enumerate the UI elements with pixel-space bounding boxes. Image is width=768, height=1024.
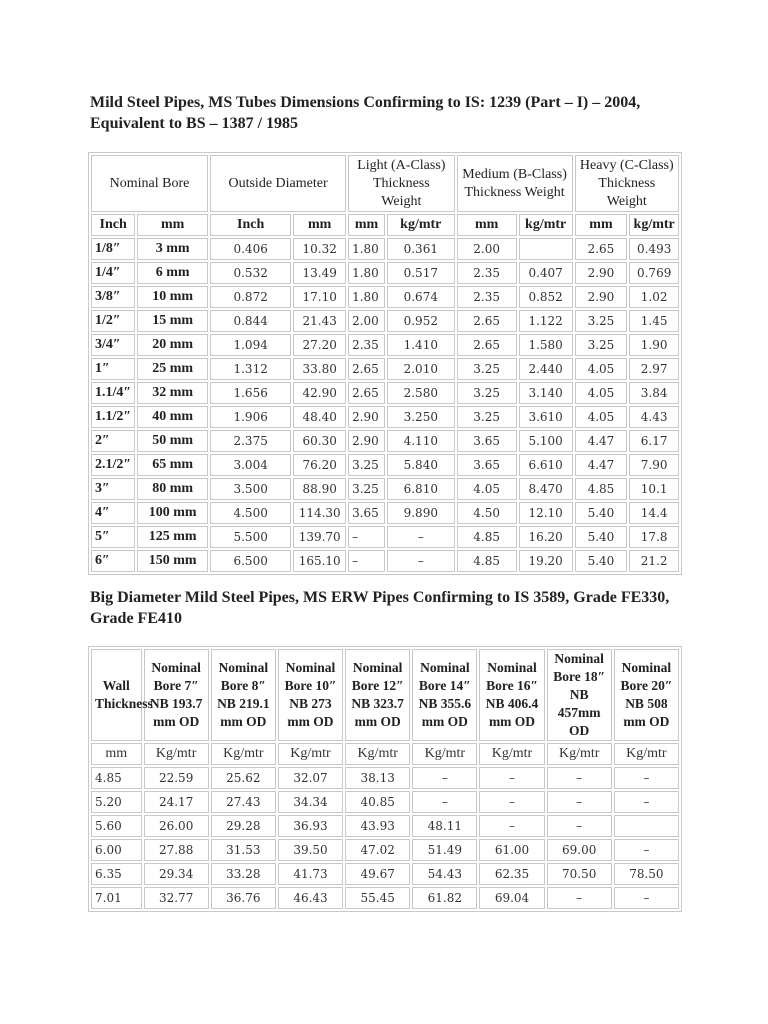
header-nominal-bore: Nominal Bore 20″ NB 508 mm OD [614,649,679,741]
table-cell: 1.80 [348,262,385,284]
table-cell: 4.05 [457,478,517,500]
table-cell: 0.952 [387,310,455,332]
table-cell: 24.17 [144,791,209,813]
subheader-cell: kg/mtr [387,214,455,236]
table-cell: 42.90 [293,382,346,404]
table-cell: 2.90 [575,262,628,284]
table-cell: 6.810 [387,478,455,500]
table-cell: – [387,550,455,572]
table-cell: 17.8 [629,526,679,548]
table-cell [614,815,679,837]
table-cell: 3.25 [575,310,628,332]
header-nominal-bore: Nominal Bore 10″ NB 273 mm OD [278,649,343,741]
table-cell: 2.35 [457,286,517,308]
table-cell: 10 mm [137,286,208,308]
table-cell: 1/8″ [91,238,135,260]
table-cell: 3.25 [348,454,385,476]
table-row [91,767,679,789]
unit-cell: Kg/mtr [144,743,209,765]
table-cell: 2.580 [387,382,455,404]
table-cell: 1.094 [210,334,291,356]
table-cell: 4.85 [91,767,142,789]
table-cell: 100 mm [137,502,208,524]
table-cell: 5.100 [519,430,573,452]
table-cell: 3.610 [519,406,573,428]
table-cell: 5.20 [91,791,142,813]
table-cell: 2.35 [348,334,385,356]
table-cell: 1.90 [629,334,679,356]
table-cell: – [547,767,612,789]
table-cell: 49.67 [345,863,410,885]
table-cell: 61.00 [479,839,544,861]
table-cell: 2.35 [457,262,517,284]
subheader-cell: Inch [210,214,291,236]
ms-pipe-dimensions-table [88,152,682,575]
table-cell: 4.50 [457,502,517,524]
table1-heading: Mild Steel Pipes, MS Tubes Dimensions Confirming to IS: 1239 (Part – I) – 2004, Equivalent to BS – 1387 / 1985 [90,94,641,132]
table-cell: 17.10 [293,286,346,308]
table-cell: – [614,839,679,861]
group-header-nominal-bore: Nominal Bore [91,155,208,212]
table-row [91,502,679,524]
table-cell: 4.47 [575,430,628,452]
unit-cell: Kg/mtr [412,743,477,765]
table-row [91,454,679,476]
unit-cell: mm [91,743,142,765]
table-cell: 3.25 [457,406,517,428]
table-cell: 19.20 [519,550,573,572]
table-cell: 4.47 [575,454,628,476]
table-cell: 2.65 [348,382,385,404]
table-cell: 5.500 [210,526,291,548]
table-cell: 4.05 [575,382,628,404]
table-cell: 6.610 [519,454,573,476]
table-cell: 6.500 [210,550,291,572]
table-cell: 2.90 [575,286,628,308]
table-cell: 1.906 [210,406,291,428]
table-cell: – [614,791,679,813]
subheader-cell: mm [348,214,385,236]
table-cell: 165.10 [293,550,346,572]
header-wall-thickness: Wall Thickness [91,649,142,741]
table-cell: 5″ [91,526,135,548]
table2-body [91,767,679,909]
table-cell: 5.840 [387,454,455,476]
table-cell: 1.656 [210,382,291,404]
table-cell: 1.45 [629,310,679,332]
table-cell: – [479,767,544,789]
table-row [91,262,679,284]
table-cell: 1.122 [519,310,573,332]
table-cell: 2.90 [348,430,385,452]
table-cell: 4.05 [575,406,628,428]
table-cell: 0.674 [387,286,455,308]
table-cell: 3.140 [519,382,573,404]
big-diameter-pipe-table [88,646,682,912]
group-header-light-class: Light (A-Class) Thickness Weight [348,155,454,212]
subheader-cell: kg/mtr [629,214,679,236]
table-cell: 20 mm [137,334,208,356]
table-cell: – [348,550,385,572]
unit-cell: Kg/mtr [614,743,679,765]
table-cell: 0.872 [210,286,291,308]
table-cell: 1.80 [348,286,385,308]
table-cell: 14.4 [629,502,679,524]
table-cell: 3 mm [137,238,208,260]
table-cell: 65 mm [137,454,208,476]
table-cell: – [547,815,612,837]
table-cell: 29.28 [211,815,276,837]
table-cell: 1″ [91,358,135,380]
table-cell: 1/2″ [91,310,135,332]
table-row [91,478,679,500]
table-cell: 12.10 [519,502,573,524]
table-cell: 125 mm [137,526,208,548]
table-cell: 16.20 [519,526,573,548]
header-nominal-bore: Nominal Bore 12″ NB 323.7 mm OD [345,649,410,741]
table2-header-row [91,649,679,741]
table-cell: 3/8″ [91,286,135,308]
unit-cell: Kg/mtr [479,743,544,765]
table-row [91,550,679,572]
table-cell: 7.90 [629,454,679,476]
table-cell: 2.00 [348,310,385,332]
table-cell: – [348,526,385,548]
table-cell: – [412,791,477,813]
table-cell: 27.43 [211,791,276,813]
table-cell: 21.43 [293,310,346,332]
table-cell: 10.1 [629,478,679,500]
table-cell: 25 mm [137,358,208,380]
table-cell: 48.40 [293,406,346,428]
header-nominal-bore: Nominal Bore 8″ NB 219.1 mm OD [211,649,276,741]
table-cell: 32 mm [137,382,208,404]
table-row [91,406,679,428]
table-cell: 5.60 [91,815,142,837]
table-cell: 2.1/2″ [91,454,135,476]
subheader-cell: mm [575,214,628,236]
table-cell: 1.580 [519,334,573,356]
table-cell: – [479,815,544,837]
table-cell: 3/4″ [91,334,135,356]
group-header-heavy-class: Heavy (C-Class) Thickness Weight [575,155,679,212]
table-row [91,310,679,332]
table-cell: 2.90 [348,406,385,428]
table-cell: 5.40 [575,526,628,548]
table-cell: 6.35 [91,863,142,885]
table-cell: 7.01 [91,887,142,909]
table-cell: 41.73 [278,863,343,885]
table-cell: 3.25 [457,382,517,404]
table-cell: 2″ [91,430,135,452]
table-cell: 1.02 [629,286,679,308]
table-cell: 76.20 [293,454,346,476]
table-cell: 29.34 [144,863,209,885]
table-cell: 47.02 [345,839,410,861]
table-cell: 40.85 [345,791,410,813]
header-nominal-bore: Nominal Bore 18″ NB 457mm OD [547,649,612,741]
table-cell: 33.28 [211,863,276,885]
table-cell: 54.43 [412,863,477,885]
table-cell: 4.43 [629,406,679,428]
table-cell: – [412,767,477,789]
table-cell: 50 mm [137,430,208,452]
table-row [91,791,679,813]
subheader-cell: Inch [91,214,135,236]
table-cell: – [614,767,679,789]
table-cell: 2.65 [457,310,517,332]
table-cell: 36.93 [278,815,343,837]
table-row [91,887,679,909]
table-row [91,863,679,885]
table-cell: 1/4″ [91,262,135,284]
table-cell: 0.852 [519,286,573,308]
table-cell: 114.30 [293,502,346,524]
table-cell: 1.1/4″ [91,382,135,404]
table-cell: 5.40 [575,502,628,524]
table2-heading: Big Diameter Mild Steel Pipes, MS ERW Pipes Confirming to IS 3589, Grade FE330, Grade FE410 [90,589,670,627]
table-cell: 27.88 [144,839,209,861]
table-cell: 3.65 [457,454,517,476]
table-cell: 32.07 [278,767,343,789]
table-cell: 3″ [91,478,135,500]
table-cell: 8.470 [519,478,573,500]
table-cell: 69.00 [547,839,612,861]
header-nominal-bore: Nominal Bore 14″ NB 355.6 mm OD [412,649,477,741]
group-header-medium-class: Medium (B-Class) Thickness Weight [457,155,573,212]
table-cell: 36.76 [211,887,276,909]
table-row [91,238,679,260]
table-cell: 40 mm [137,406,208,428]
table-cell: 5.40 [575,550,628,572]
table1-subheader-row [91,214,679,236]
table-row [91,839,679,861]
table-cell: 60.30 [293,430,346,452]
table-cell: 34.34 [278,791,343,813]
table-cell: 6.17 [629,430,679,452]
table-cell: 3.25 [575,334,628,356]
table-cell: 69.04 [479,887,544,909]
table-cell: 43.93 [345,815,410,837]
table-cell: 4.500 [210,502,291,524]
table-row [91,815,679,837]
table-cell: 31.53 [211,839,276,861]
table-cell: – [479,791,544,813]
table-cell: 1.1/2″ [91,406,135,428]
table-cell: 3.65 [348,502,385,524]
unit-cell: Kg/mtr [547,743,612,765]
table-cell: 4.05 [575,358,628,380]
table-cell: 2.65 [575,238,628,260]
table-cell: 6.00 [91,839,142,861]
table-row [91,286,679,308]
table-cell: 0.407 [519,262,573,284]
table-cell: 0.844 [210,310,291,332]
table-cell: 2.65 [457,334,517,356]
table-cell: 13.49 [293,262,346,284]
header-nominal-bore: Nominal Bore 16″ NB 406.4 mm OD [479,649,544,741]
subheader-cell: kg/mtr [519,214,573,236]
table-cell: 3.25 [348,478,385,500]
table-cell: 0.769 [629,262,679,284]
table-cell: 2.65 [348,358,385,380]
table-cell: 70.50 [547,863,612,885]
table-cell: 55.45 [345,887,410,909]
table-cell: 0.532 [210,262,291,284]
table-row [91,526,679,548]
group-header-outside-diameter: Outside Diameter [210,155,346,212]
table-cell: 150 mm [137,550,208,572]
table-cell: 61.82 [412,887,477,909]
unit-cell: Kg/mtr [211,743,276,765]
table-cell: 38.13 [345,767,410,789]
table-cell: 78.50 [614,863,679,885]
table-cell: – [614,887,679,909]
unit-cell: Kg/mtr [278,743,343,765]
subheader-cell: mm [137,214,208,236]
table-cell: 2.00 [457,238,517,260]
table-cell: 51.49 [412,839,477,861]
table-cell: 4.85 [457,526,517,548]
subheader-cell: mm [293,214,346,236]
table-cell: 48.11 [412,815,477,837]
table1-body [91,238,679,572]
table-cell: 4″ [91,502,135,524]
table-cell: – [547,887,612,909]
table-cell: 0.406 [210,238,291,260]
table2-units-row [91,743,679,765]
table-cell: 3.65 [457,430,517,452]
table-row [91,334,679,356]
table-cell: 3.250 [387,406,455,428]
table-cell: – [547,791,612,813]
table-cell: 3.004 [210,454,291,476]
table-cell: 4.110 [387,430,455,452]
table-cell: 6″ [91,550,135,572]
table-cell: 39.50 [278,839,343,861]
table-cell: 2.440 [519,358,573,380]
table-cell: 4.85 [575,478,628,500]
table-row [91,430,679,452]
table-cell: 0.361 [387,238,455,260]
table-cell: 32.77 [144,887,209,909]
header-nominal-bore: Nominal Bore 7″ NB 193.7 mm OD [144,649,209,741]
table-cell: 80 mm [137,478,208,500]
unit-cell: Kg/mtr [345,743,410,765]
table-cell: 1.80 [348,238,385,260]
table-cell: 3.25 [457,358,517,380]
table-cell: 0.493 [629,238,679,260]
table-cell: 139.70 [293,526,346,548]
table-cell: 62.35 [479,863,544,885]
table-cell: 1.410 [387,334,455,356]
table-cell: 26.00 [144,815,209,837]
subheader-cell: mm [457,214,517,236]
table-cell: 2.97 [629,358,679,380]
table-cell: 27.20 [293,334,346,356]
table-cell: 6 mm [137,262,208,284]
table-cell: 15 mm [137,310,208,332]
table-cell: 46.43 [278,887,343,909]
table-cell: 10.32 [293,238,346,260]
table-cell: 88.90 [293,478,346,500]
table-row [91,358,679,380]
table-cell: 33.80 [293,358,346,380]
table-cell: 9.890 [387,502,455,524]
table-cell: 21.2 [629,550,679,572]
table-cell: 3.84 [629,382,679,404]
table-cell: 2.375 [210,430,291,452]
table-cell: 25.62 [211,767,276,789]
table-cell: 0.517 [387,262,455,284]
table-row [91,382,679,404]
table-cell: 4.85 [457,550,517,572]
table-cell: 1.312 [210,358,291,380]
table-cell: 2.010 [387,358,455,380]
table-cell: 3.500 [210,478,291,500]
table-cell: – [387,526,455,548]
table1-group-header-row [91,155,679,212]
table-cell [519,238,573,260]
table-cell: 22.59 [144,767,209,789]
